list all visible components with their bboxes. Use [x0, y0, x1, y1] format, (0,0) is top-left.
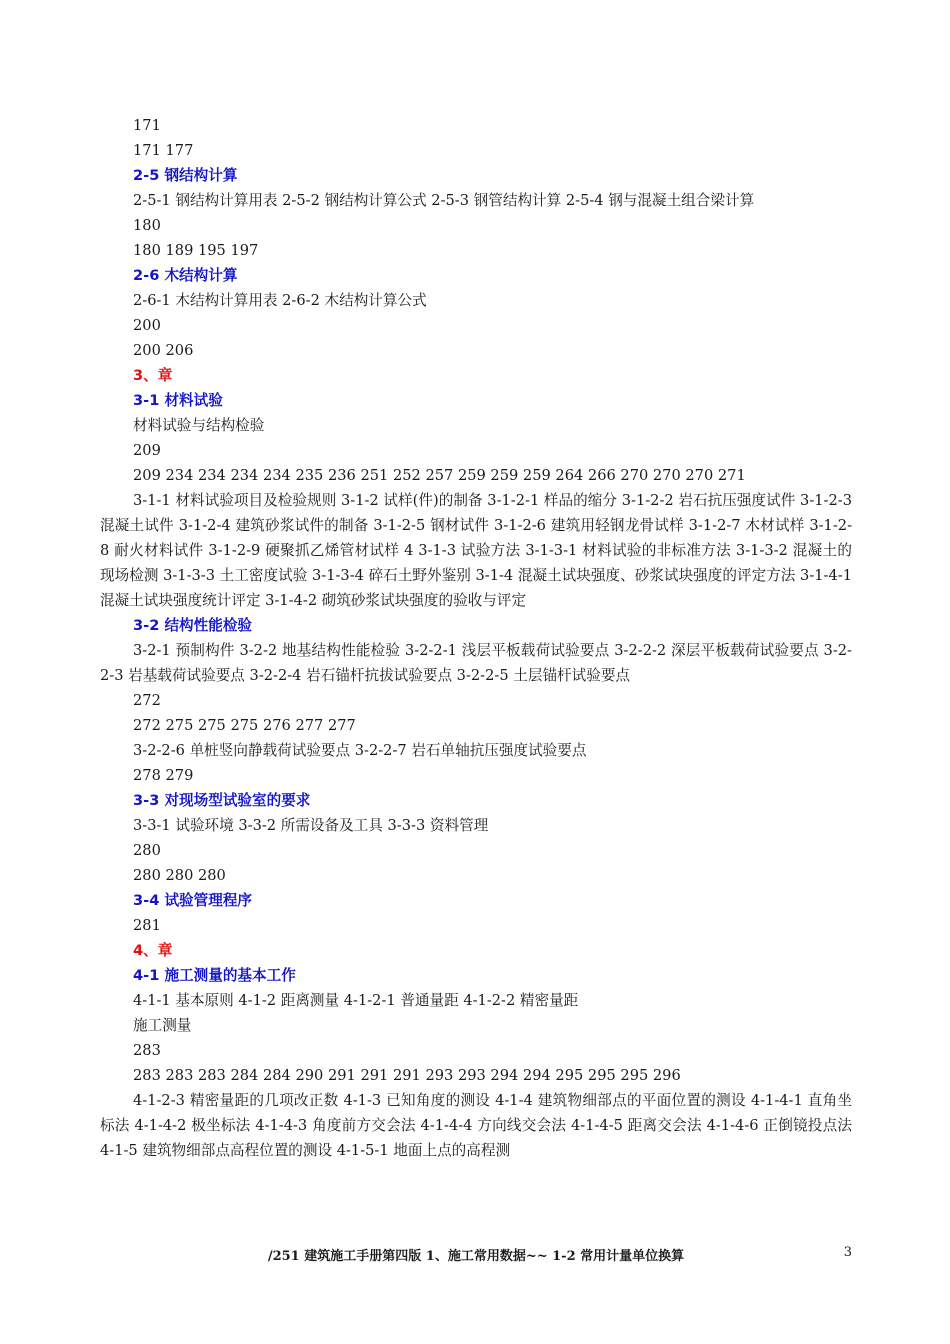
- text-line: 209 234 234 234 234 235 236 251 252 257 259 259 259 264 266 270 270 270 271: [133, 467, 746, 484]
- text-paragraph: 3-2-1 预制构件 3-2-2 地基结构性能检验 3-2-2-1 浅层平板载荷试验要点 3-2-2-2 深层平板载荷试验要点 3-2-2-3 岩基载荷试验要点 3-2-2-4 岩石锚杆抗拔试验要点 3-2-2-5 土层锚杆试验要点: [100, 642, 852, 684]
- text-line: 283 283 283 284 284 290 291 291 291 293 293 294 294 295 295 295 296: [133, 1067, 681, 1084]
- text-line: 180 189 195 197: [133, 242, 259, 259]
- text-paragraph: 3-1-1 材料试验项目及检验规则 3-1-2 试样(件)的制备 3-1-2-1 样品的缩分 3-1-2-2 岩石抗压强度试件 3-1-2-3 混凝土试件 3-1-2-4 建筑砂浆试件的制备 3-1-2-5 钢材试件 3-1-2-6 建筑用轻钢龙骨试样 3-1-2-7 木材试样 3-1-2-8 耐火材料试件 3-1-2-9 硬聚抓乙烯管材试样 4 3-1-3 试验方法 3-1-3-1 材料试验的非标准方法 3-1-3-2 混凝土的现场检测 3-1-3-3 土工密度试验 3-1-3-4 碎石土野外鉴别 3-1-4 混凝土试块强度、砂浆试块强度的评定方法 3-1-4-1 混凝土试块强度统计评定 3-1-4-2 砌筑砂浆试块强度的验收与评定: [100, 492, 852, 609]
- text-paragraph: 4-1-2-3 精密量距的几项改正数 4-1-3 已知角度的测设 4-1-4 建筑物细部点的平面位置的测设 4-1-4-1 直角坐标法 4-1-4-2 极坐标法 4-1-4-3 角度前方交会法 4-1-4-4 方向线交会法 4-1-4-5 距离交会法 4-1-4-6 正倒镜投点法 4-1-5 建筑物细部点高程位置的测设 4-1-5-1 地面上点的高程测: [100, 1092, 852, 1159]
- chapter-heading: 3、章: [133, 367, 173, 384]
- section-heading: 2-6 木结构计算: [133, 267, 238, 284]
- text-line: 171: [133, 117, 161, 134]
- footer-title: /251 建筑施工手册第四版 1、施工常用数据~~ 1-2 常用计量单位换算: [267, 1249, 685, 1264]
- text-line: 281: [133, 917, 161, 934]
- section-heading: 3-1 材料试验: [133, 392, 223, 409]
- section-heading: 4-1 施工测量的基本工作: [133, 967, 296, 984]
- document-body: [100, 113, 852, 1163]
- text-line: 200: [133, 317, 161, 334]
- text-line: 3-3-1 试验环境 3-3-2 所需设备及工具 3-3-3 资料管理: [133, 817, 489, 834]
- section-heading: 3-4 试验管理程序: [133, 892, 253, 909]
- text-line: 283: [133, 1042, 161, 1059]
- text-line: 280 280 280: [133, 867, 226, 884]
- section-heading: 3-2 结构性能检验: [133, 617, 253, 634]
- section-heading: 3-3 对现场型试验室的要求: [133, 792, 311, 809]
- text-line: 180: [133, 217, 161, 234]
- page-number: 3: [843, 1245, 852, 1260]
- text-paragraph: 2-5-1 钢结构计算用表 2-5-2 钢结构计算公式 2-5-3 钢管结构计算 2-5-4 钢与混凝土组合梁计算: [133, 192, 755, 209]
- text-line: 施工测量: [133, 1017, 192, 1034]
- text-line: 278 279: [133, 767, 194, 784]
- text-line: 272 275 275 275 276 277 277: [133, 717, 356, 734]
- section-heading: 2-5 钢结构计算: [133, 167, 238, 184]
- text-line: 280: [133, 842, 161, 859]
- chapter-heading: 4、章: [133, 942, 173, 959]
- text-line: 171 177: [133, 142, 194, 159]
- text-line: 材料试验与结构检验: [133, 417, 265, 434]
- text-line: 200 206: [133, 342, 194, 359]
- text-line: 209: [133, 442, 161, 459]
- text-line: 2-6-1 木结构计算用表 2-6-2 木结构计算公式: [133, 292, 427, 309]
- text-line: 272: [133, 692, 161, 709]
- text-line: 4-1-1 基本原则 4-1-2 距离测量 4-1-2-1 普通量距 4-1-2-2 精密量距: [133, 992, 579, 1009]
- text-line: 3-2-2-6 单桩竖向静载荷试验要点 3-2-2-7 岩石单轴抗压强度试验要点: [133, 742, 587, 759]
